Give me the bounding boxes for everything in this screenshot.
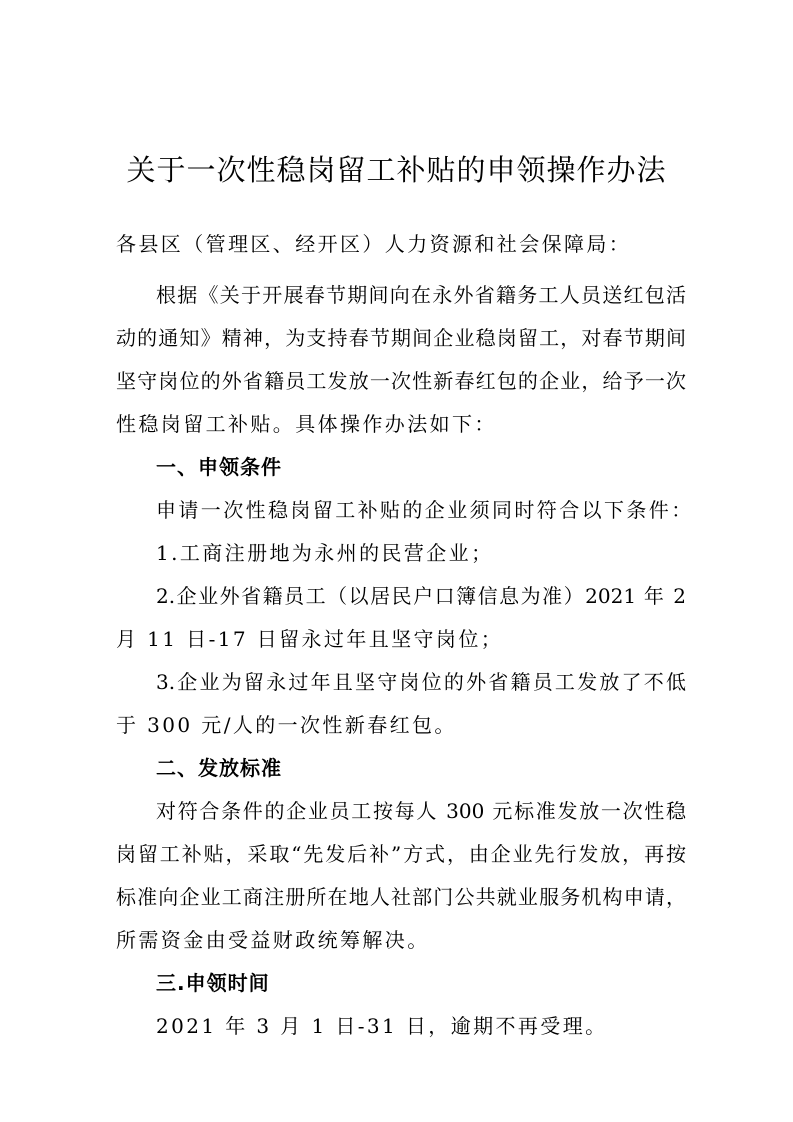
section-1-heading: 一、申领条件 (156, 455, 282, 479)
section-2-line-1: 对符合条件的企业员工按每人 300 元标准发放一次性稳 (156, 799, 686, 823)
section-1-item-1: 1.工商注册地为永州的民营企业； (156, 541, 494, 565)
section-3-heading: 三.申领时间 (156, 971, 270, 995)
section-2-line-2: 岗留工补贴，采取“先发后补”方式，由企业先行发放，再按 (116, 842, 686, 866)
section-1-item-3-line-2: 于 300 元/人的一次性新春红包。 (116, 713, 457, 737)
salutation: 各县区（管理区、经开区）人力资源和社会保障局： (116, 232, 632, 256)
section-2-heading: 二、发放标准 (156, 756, 282, 780)
section-2-line-3: 标准向企业工商注册所在地人社部门公共就业服务机构申请， (116, 885, 686, 909)
intro-line-3: 坚守岗位的外省籍员工发放一次性新春红包的企业，给予一次 (116, 369, 686, 393)
document-title: 关于一次性稳岗留工补贴的申领操作办法 (126, 153, 667, 187)
section-3-body: 2021 年 3 月 1 日-31 日，逾期不再受理。 (156, 1014, 608, 1038)
intro-line-4: 性稳岗留工补贴。具体操作办法如下： (116, 412, 497, 436)
section-1-item-2-line-2: 月 11 日-17 日留永过年且坚守岗位； (116, 627, 504, 651)
section-2-line-4: 所需资金由受益财政统筹解决。 (116, 928, 430, 952)
intro-line-2: 动的通知》精神，为支持春节期间企业稳岗留工，对春节期间 (116, 326, 686, 350)
section-1-item-2-line-1: 2.企业外省籍员工（以居民户口簿信息为准）2021 年 2 (156, 584, 686, 608)
intro-line-1: 根据《关于开展春节期间向在永外省籍务工人员送红包活 (156, 283, 686, 307)
section-1-lead: 申请一次性稳岗留工补贴的企业须同时符合以下条件： (156, 498, 694, 522)
section-1-item-3-line-1: 3.企业为留永过年且坚守岗位的外省籍员工发放了不低 (156, 670, 686, 694)
